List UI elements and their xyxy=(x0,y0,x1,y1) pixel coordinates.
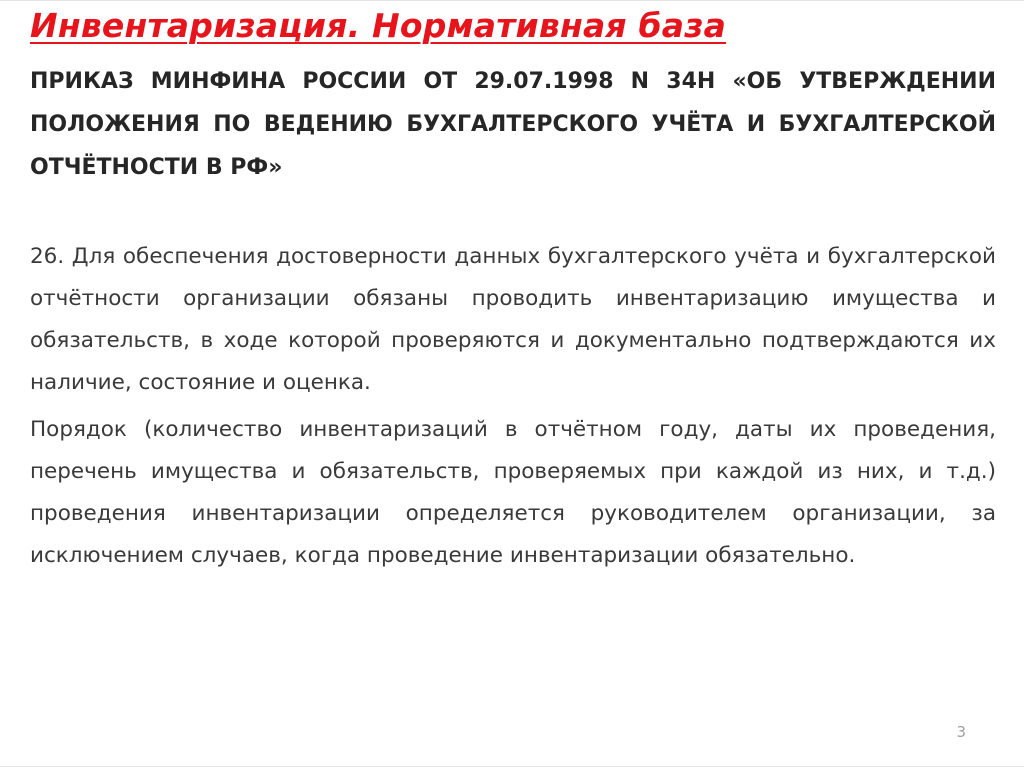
paragraph-procedure: Порядок (количество инвентаризаций в отчётном году, даты их проведения, перечень имущества и обязательств, проверяемых при каждой из них, и т.д.) проведения инвентаризации определяется руководителем организации, за исключением случаев, когда проведение инвентаризации обязательно. xyxy=(30,417,996,568)
slide-title: Инвентаризация. Нормативная база xyxy=(30,6,727,45)
order-heading: ПРИКАЗ МИНФИНА РОССИИ ОТ 29.07.1998 N 34Н «ОБ УТВЕРЖДЕНИИ ПОЛОЖЕНИЯ ПО ВЕДЕНИЮ БУХГАЛТЕРСКОГО УЧЁТА И БУХГАЛТЕРСКОЙ ОТЧЁТНОСТИ В РФ» xyxy=(30,69,996,180)
paragraph-26: 26. Для обеспечения достоверности данных бухгалтерского учёта и бухгалтерской отчётности организации обязаны проводить инвентаризацию имущества и обязательств, в ходе которой проверяются и документально подтверждаются их наличие, состояние и оценка. xyxy=(30,244,996,395)
page-number: 3 xyxy=(956,723,966,741)
